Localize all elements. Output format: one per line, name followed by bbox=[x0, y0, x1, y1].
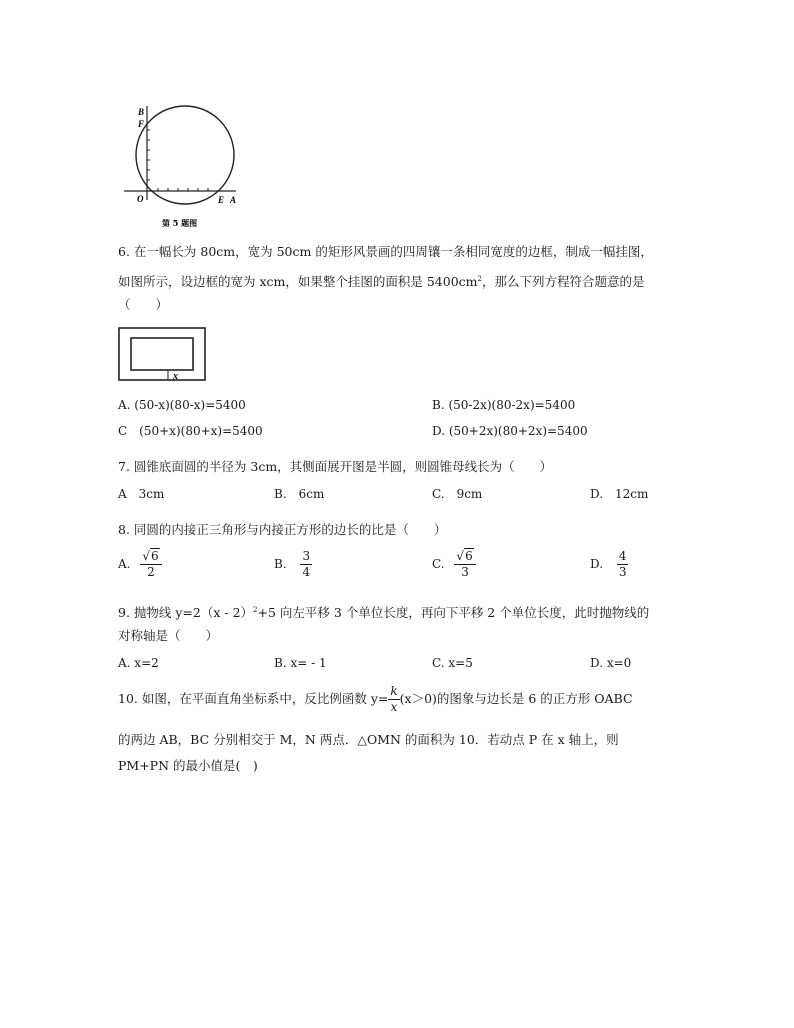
q10-line3: PM+PN 的最小值是( ) bbox=[118, 758, 258, 773]
q6-option-a: A. (50-x)(80-x)=5400 bbox=[118, 398, 246, 412]
q9-line1-post: +5 向左平移 3 个单位长度，再向下平移 2 个单位长度，此时抛物线的 bbox=[257, 605, 650, 621]
q8-text: 8. 同圆的内接正三角形与内接正方形的边长的比是（ ） bbox=[118, 522, 447, 537]
q9-line1 bbox=[118, 601, 649, 622]
q6-squared: 2 bbox=[477, 275, 482, 283]
q6-option-d: D. (50+2x)(80+2x)=5400 bbox=[432, 424, 588, 438]
figure-q5 bbox=[118, 100, 248, 230]
q10-line1-pre: 10. 如图，在平面直角坐标系中，反比例函数 y= bbox=[118, 691, 389, 706]
outer-frame bbox=[119, 328, 205, 380]
figure-caption: 第 5 题图 bbox=[162, 218, 198, 228]
q8-option-d-num: 4 bbox=[618, 549, 627, 563]
frame-diagram bbox=[118, 326, 210, 384]
q9-option-d: D. x=0 bbox=[590, 656, 632, 670]
q6-line3: （ ） bbox=[118, 297, 169, 312]
q6-option-b: B. (50-2x)(80-2x)=5400 bbox=[432, 398, 576, 412]
q8-option-a-den: 2 bbox=[147, 565, 155, 579]
label-O: O bbox=[137, 194, 144, 204]
q10-frac-num: k bbox=[390, 684, 398, 698]
q9-line2: 对称轴是（ ） bbox=[118, 628, 219, 643]
circle-axes-diagram bbox=[118, 100, 248, 230]
q10-frac-den: x bbox=[390, 700, 398, 714]
q8-option-b-den: 4 bbox=[302, 565, 311, 579]
q7-option-d: D. 12cm bbox=[590, 487, 649, 501]
q9-option-a: A. x=2 bbox=[118, 656, 159, 670]
q6-line2-post: ，那么下列方程符合题意的是 bbox=[482, 274, 645, 290]
q9-line1-pre: 9. 抛物线 y=2（x - 2） bbox=[118, 605, 254, 621]
q8-option-a bbox=[118, 549, 162, 580]
q10-line1 bbox=[118, 684, 633, 715]
q7-option-b: B. 6cm bbox=[274, 487, 325, 501]
q8-option-d-den: 3 bbox=[618, 565, 627, 579]
q9-option-b: B. x= - 1 bbox=[274, 656, 327, 670]
q10-fraction bbox=[388, 684, 399, 715]
q8-option-b bbox=[274, 549, 312, 580]
q8-option-c bbox=[432, 549, 476, 580]
inner-picture bbox=[131, 338, 193, 370]
q10-line2: 的两边 AB，BC 分别相交于 M，N 两点．△OMN 的面积为 10．若动点 P 在 x 轴上，则 bbox=[118, 732, 619, 747]
q8-option-a-fraction: $\frac{√6}{2}$ bbox=[140, 549, 161, 580]
q9-squared: 2 bbox=[253, 606, 258, 614]
q8-option-b-label: B. bbox=[274, 557, 287, 571]
q8-option-b-num: 3 bbox=[302, 549, 311, 563]
q8-option-b-fraction bbox=[300, 549, 312, 580]
q8-option-d-label: D. bbox=[590, 557, 604, 571]
q7-option-c: C. 9cm bbox=[432, 487, 483, 501]
q8-option-c-label: C. bbox=[432, 557, 445, 571]
q8-option-a-num: 6 bbox=[150, 549, 159, 563]
q6-line1: 6. 在一幅长为 80cm，宽为 50cm 的矩形风景画的四周镶一条相同宽度的边框，制成一幅挂图， bbox=[118, 244, 653, 259]
label-E: E bbox=[218, 195, 225, 205]
circle bbox=[136, 106, 237, 205]
q6-option-c: C (50+x)(80+x)=5400 bbox=[118, 424, 263, 438]
width-label-x: x bbox=[173, 371, 178, 382]
q8-option-d bbox=[590, 549, 628, 580]
q7-option-a: A 3cm bbox=[118, 487, 165, 501]
q6-line2-pre: 如图所示，设边框的宽为 xcm，如果整个挂图的面积是 5400cm bbox=[118, 274, 478, 290]
q6-line2 bbox=[118, 270, 645, 291]
q8-option-c-num: 6 bbox=[465, 549, 473, 563]
q9-option-c: C. x=5 bbox=[432, 656, 473, 670]
figure-q6 bbox=[118, 326, 210, 384]
label-F: F bbox=[138, 119, 145, 129]
q7-text: 7. 圆锥底面圆的半径为 3cm，其侧面展开图是半圆，则圆锥母线长为（ ） bbox=[118, 459, 553, 474]
q8-option-a-label: A. bbox=[118, 557, 131, 571]
label-A: A bbox=[230, 195, 237, 205]
q8-option-c-fraction: $\frac{√6}{3}$ bbox=[454, 549, 475, 580]
q8-option-d-fraction bbox=[617, 549, 629, 580]
q10-line1-post: (x＞0)的图象与边长是 6 的正方形 OABC bbox=[399, 691, 633, 706]
label-B: B bbox=[138, 107, 145, 117]
q8-option-c-den: 3 bbox=[461, 565, 469, 579]
